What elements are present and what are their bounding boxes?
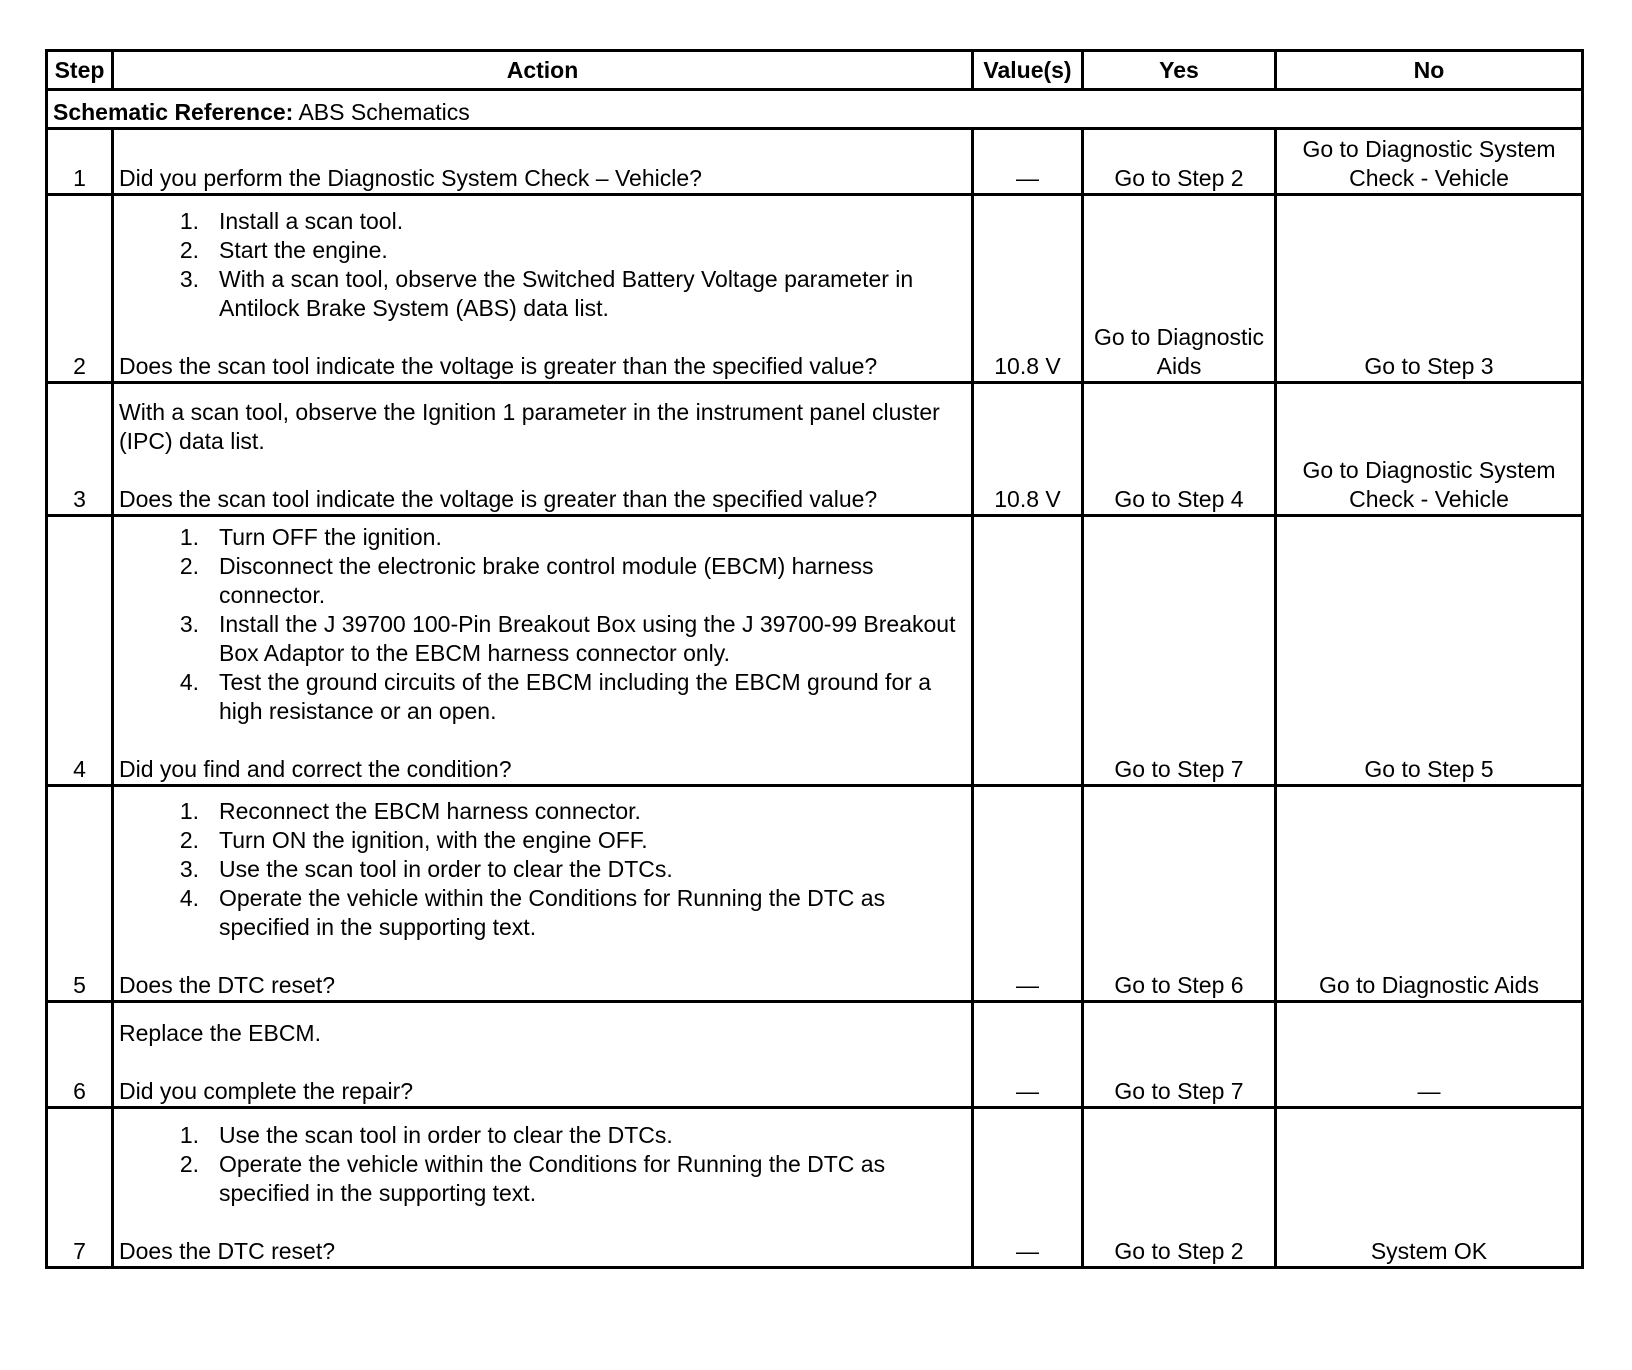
step-number: 2 [47, 195, 113, 383]
substep-text: Turn ON the ignition, with the engine OFF. [219, 827, 648, 853]
step-number: 4 [47, 516, 113, 786]
substep-item [119, 265, 966, 323]
header-action: Action [113, 51, 973, 90]
action-spacer [119, 456, 966, 485]
substep-list [119, 797, 966, 942]
substep-item [119, 826, 966, 855]
step-rows [47, 129, 1583, 1268]
action-spacer [119, 1048, 966, 1077]
action-spacer [119, 1208, 966, 1237]
substep-item [119, 552, 966, 610]
action-spacer [119, 726, 966, 755]
step-number: 1 [47, 129, 113, 195]
step-action [113, 1108, 973, 1268]
step-value: 10.8 V [973, 195, 1083, 383]
action-question: Does the DTC reset? [119, 1238, 336, 1264]
substep-item [119, 610, 966, 668]
header-no: No [1276, 51, 1583, 90]
substep-text: Use the scan tool in order to clear the DTCs. [219, 1122, 673, 1148]
step-number: 6 [47, 1002, 113, 1108]
substep-text: Disconnect the electronic brake control module (EBCM) harness connector. [219, 553, 874, 608]
step-no-result: Go to Diagnostic Aids [1276, 786, 1583, 1002]
schematic-reference-label: Schematic Reference: [53, 99, 294, 125]
step-action [113, 195, 973, 383]
header-step: Step [47, 51, 113, 90]
substep-item [119, 236, 966, 265]
action-spacer [119, 323, 966, 352]
substep-item [119, 1150, 966, 1208]
table-row [47, 516, 1583, 786]
action-question: Does the DTC reset? [119, 972, 336, 998]
action-intro: With a scan tool, observe the Ignition 1 parameter in the instrument panel cluster (IPC) data list. [119, 399, 940, 454]
step-number: 5 [47, 786, 113, 1002]
action-intro: Did you perform the Diagnostic System Check – Vehicle? [119, 165, 702, 191]
header-values: Value(s) [973, 51, 1083, 90]
substep-number: 2. [179, 237, 199, 263]
step-value: 10.8 V [973, 383, 1083, 516]
table-row [47, 383, 1583, 516]
substep-number: 3. [179, 266, 199, 292]
substep-number: 1. [179, 1122, 199, 1148]
substep-text: Start the engine. [219, 237, 388, 263]
table-row [47, 1108, 1583, 1268]
table-row [47, 786, 1583, 1002]
substep-list [119, 523, 966, 726]
step-no-result: — [1276, 1002, 1583, 1108]
substep-text: With a scan tool, observe the Switched Battery Voltage parameter in Antilock Brake System (ABS) data list. [219, 266, 914, 321]
action-spacer [119, 942, 966, 971]
substep-number: 1. [179, 524, 199, 550]
substep-item [119, 884, 966, 942]
substep-number: 2. [179, 827, 199, 853]
step-value: — [973, 1108, 1083, 1268]
step-no-result: Go to Diagnostic System Check - Vehicle [1276, 129, 1583, 195]
schematic-reference-value: ABS Schematics [298, 99, 470, 125]
substep-item [119, 1121, 966, 1150]
step-action [113, 383, 973, 516]
substep-list [119, 1121, 966, 1208]
table-row [47, 195, 1583, 383]
substep-number: 4. [179, 669, 199, 695]
substep-number: 3. [179, 611, 199, 637]
substep-item [119, 523, 966, 552]
substep-list [119, 207, 966, 323]
step-no-result: Go to Step 5 [1276, 516, 1583, 786]
step-no-result: Go to Diagnostic System Check - Vehicle [1276, 383, 1583, 516]
step-number: 3 [47, 383, 113, 516]
action-question: Does the scan tool indicate the voltage is greater than the specified value? [119, 486, 878, 512]
substep-item [119, 668, 966, 726]
substep-item [119, 797, 966, 826]
step-yes-result: Go to Step 6 [1083, 786, 1276, 1002]
substep-text: Turn OFF the ignition. [219, 524, 442, 550]
substep-text: Use the scan tool in order to clear the DTCs. [219, 856, 673, 882]
substep-text: Reconnect the EBCM harness connector. [219, 798, 641, 824]
step-number: 7 [47, 1108, 113, 1268]
substep-item [119, 207, 966, 236]
substep-number: 2. [179, 553, 199, 579]
step-action [113, 129, 973, 195]
step-value: — [973, 129, 1083, 195]
substep-number: 1. [179, 208, 199, 234]
substep-text: Install the J 39700 100-Pin Breakout Box using the J 39700-99 Breakout Box Adaptor to the EBCM harness connector only. [219, 611, 956, 666]
action-question: Did you complete the repair? [119, 1078, 414, 1104]
step-action [113, 516, 973, 786]
substep-text: Install a scan tool. [219, 208, 404, 234]
action-question: Does the scan tool indicate the voltage is greater than the specified value? [119, 353, 878, 379]
schematic-reference-row [47, 90, 1583, 129]
diagnostic-table [45, 49, 1584, 1269]
table-row [47, 129, 1583, 195]
step-value: — [973, 1002, 1083, 1108]
step-action [113, 1002, 973, 1108]
table-row [47, 1002, 1583, 1108]
step-no-result: System OK [1276, 1108, 1583, 1268]
step-yes-result: Go to Diagnostic Aids [1083, 195, 1276, 383]
substep-number: 2. [179, 1151, 199, 1177]
substep-number: 1. [179, 798, 199, 824]
substep-number: 4. [179, 885, 199, 911]
step-yes-result: Go to Step 2 [1083, 1108, 1276, 1268]
step-value: — [973, 786, 1083, 1002]
step-yes-result: Go to Step 2 [1083, 129, 1276, 195]
schematic-reference [47, 90, 1583, 129]
substep-text: Test the ground circuits of the EBCM including the EBCM ground for a high resistance or an open. [219, 669, 932, 724]
step-yes-result: Go to Step 4 [1083, 383, 1276, 516]
substep-number: 3. [179, 856, 199, 882]
substep-item [119, 855, 966, 884]
action-intro: Replace the EBCM. [119, 1020, 321, 1046]
step-value [973, 516, 1083, 786]
header-row [47, 51, 1583, 90]
action-question: Did you find and correct the condition? [119, 756, 512, 782]
header-yes: Yes [1083, 51, 1276, 90]
step-yes-result: Go to Step 7 [1083, 1002, 1276, 1108]
step-action [113, 786, 973, 1002]
step-yes-result: Go to Step 7 [1083, 516, 1276, 786]
step-no-result: Go to Step 3 [1276, 195, 1583, 383]
substep-text: Operate the vehicle within the Conditions for Running the DTC as specified in the supporting text. [219, 885, 886, 940]
substep-text: Operate the vehicle within the Conditions for Running the DTC as specified in the supporting text. [219, 1151, 886, 1206]
